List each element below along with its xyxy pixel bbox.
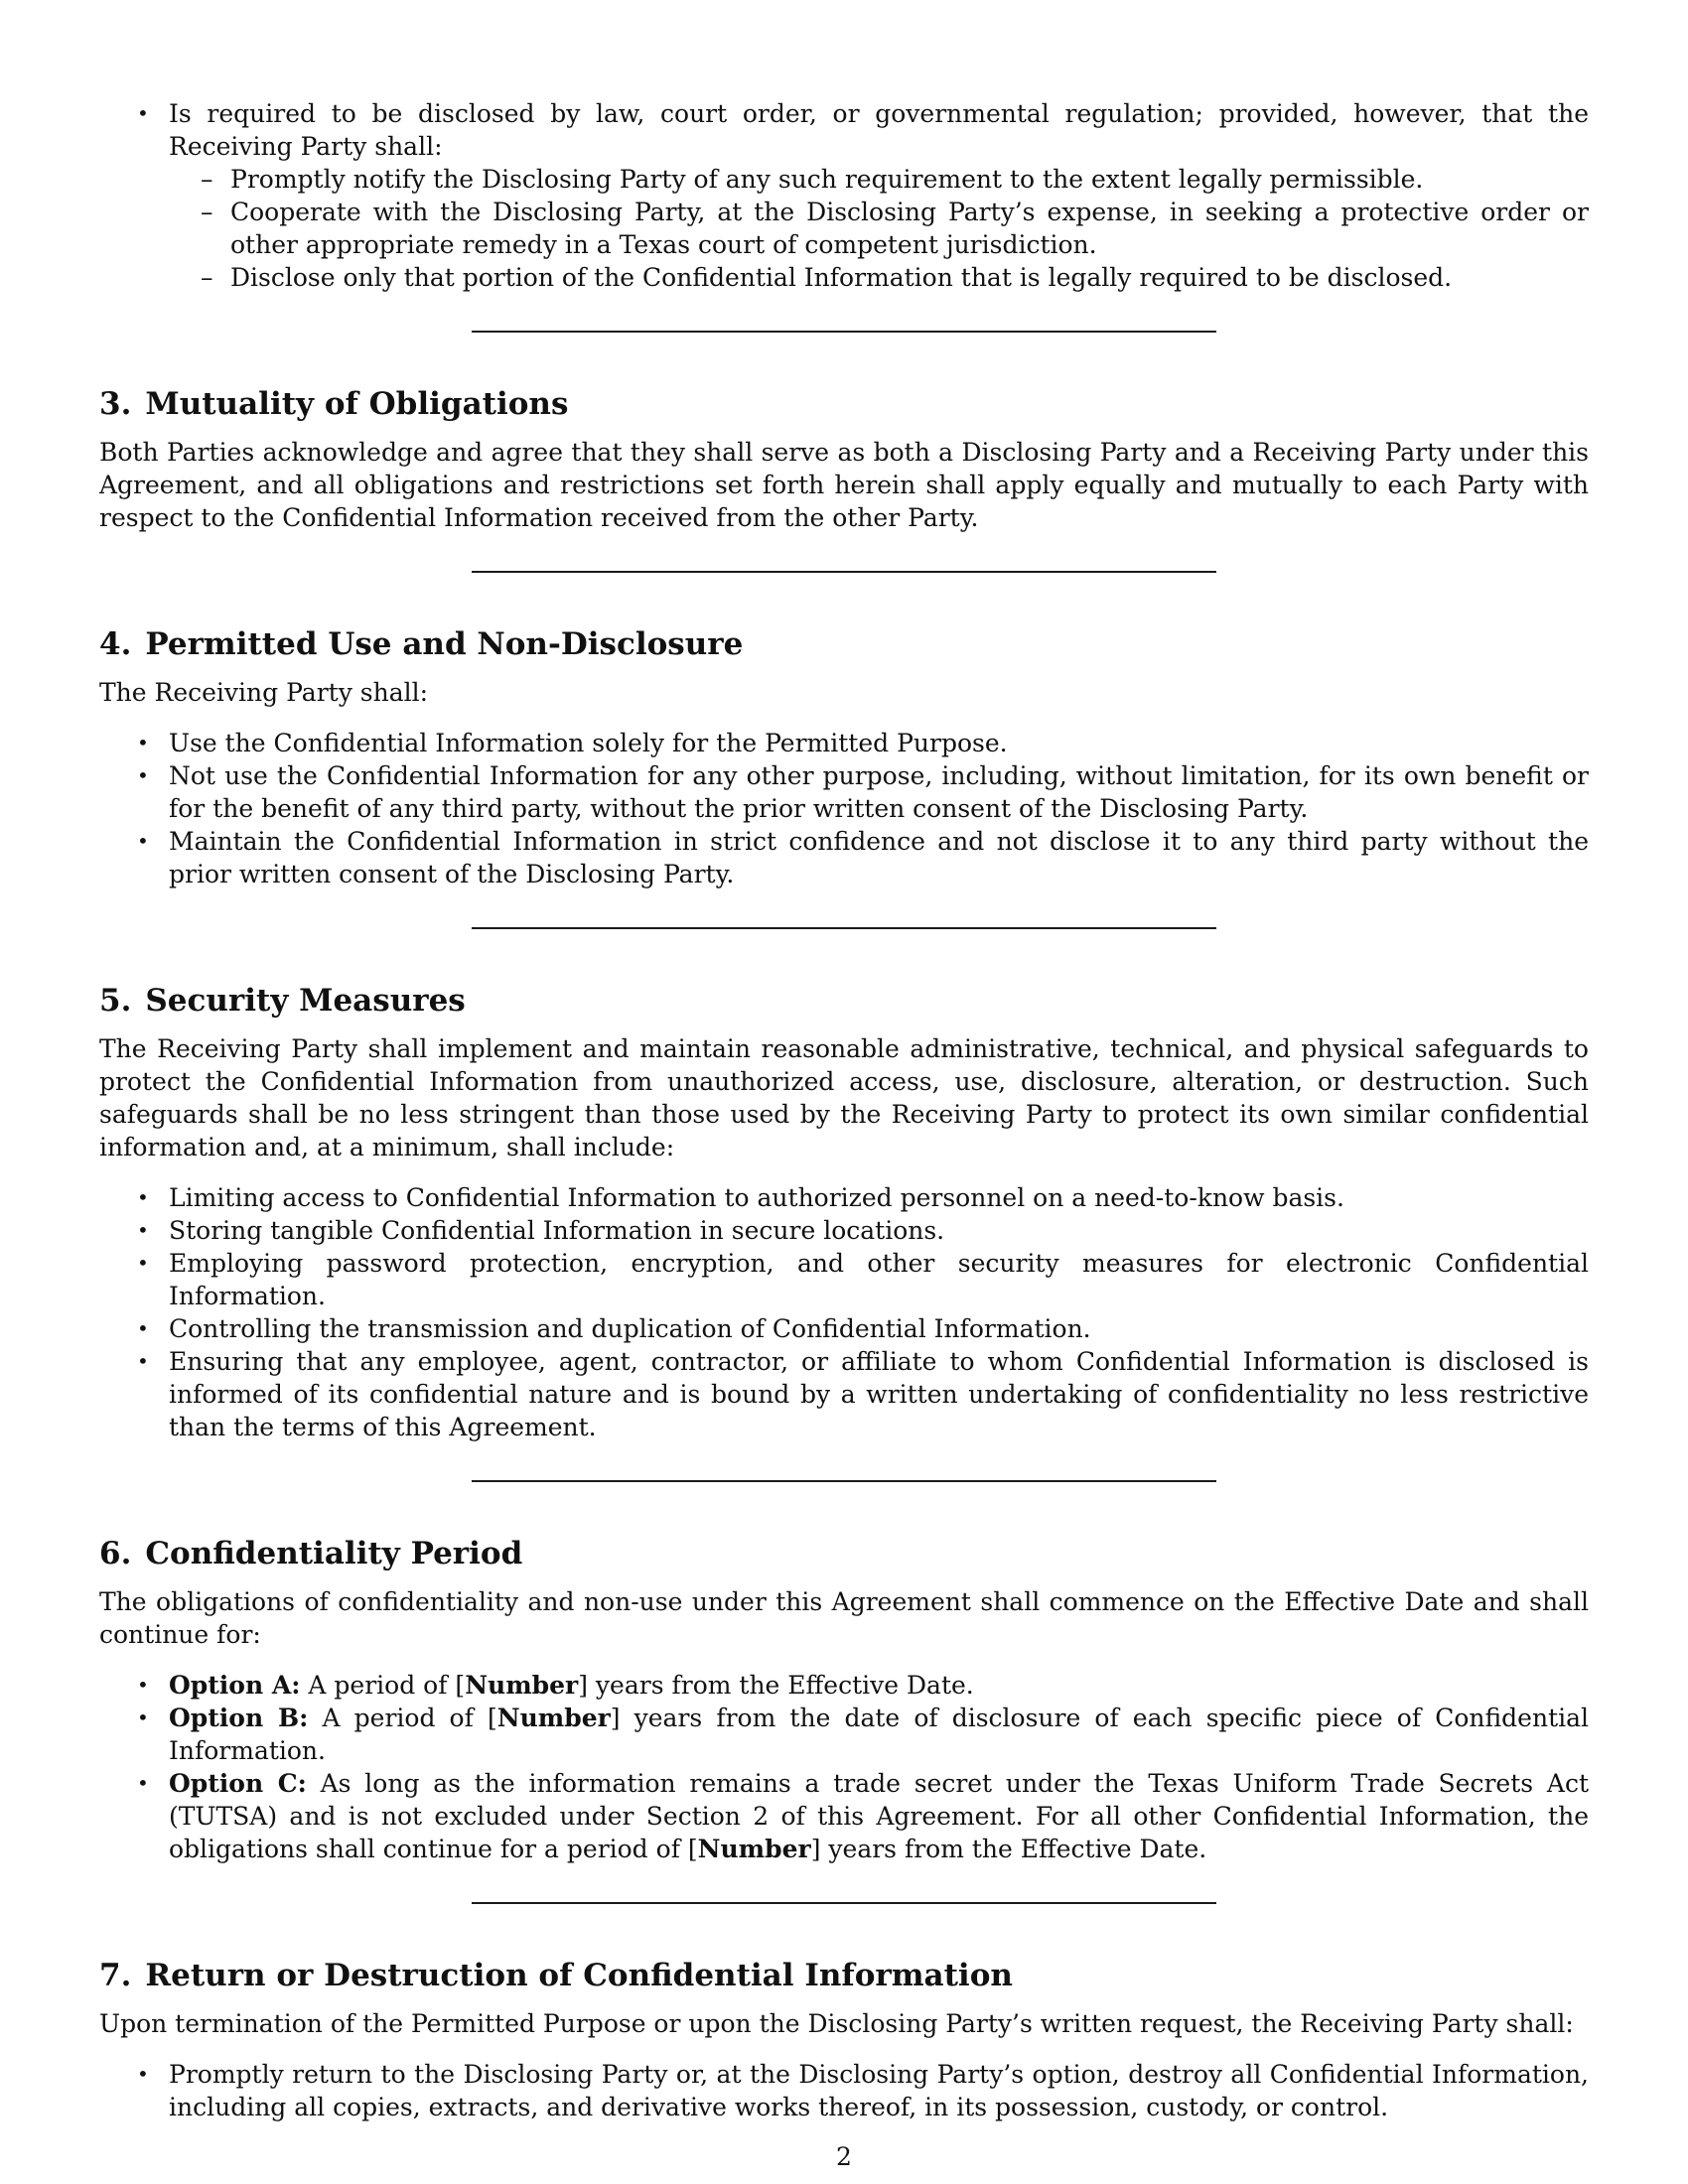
list-item-text: Controlling the transmission and duplication of Confidential Information. [169, 1314, 1091, 1343]
option-item-a [99, 1669, 1589, 1702]
bullet-icon: • [137, 1218, 149, 1242]
sub-list-item [169, 196, 1589, 261]
section-number: 5. [99, 983, 132, 1019]
section-number: 4. [99, 626, 132, 662]
number-placeholder: Number [465, 1671, 579, 1700]
section-number: 3. [99, 386, 132, 422]
list-item [99, 1345, 1589, 1443]
section-heading-4 [99, 624, 1589, 664]
bullet-icon: • [137, 1673, 149, 1697]
option-text-before: A period of [ [300, 1671, 466, 1700]
option-item-b [99, 1702, 1589, 1767]
section-divider [472, 571, 1216, 573]
bullet-icon: • [137, 101, 149, 125]
continued-list [99, 97, 1589, 294]
number-placeholder: Number [496, 1704, 611, 1732]
section-heading-6 [99, 1534, 1589, 1573]
section-intro: The Receiving Party shall implement and maintain reasonable administrative, technical, and physical safeguards to protect the Confidential Information from unauthorized access, use, disclosure, alteration, or destruction. Such safeguards shall be no less stringent than those used by the Receiving Party to protect its own similar confidential information and, at a minimum, shall include: [99, 1034, 1589, 1161]
list-item [99, 1247, 1589, 1312]
sub-list-item-text: Disclose only that portion of the Confidential Information that is legally required to be disclosed. [230, 263, 1453, 292]
option-text-after: ] years from the date of disclosure of each specific piece of Confidential Information. [169, 1704, 1590, 1765]
section-title: Return or Destruction of Confidential Information [145, 1958, 1013, 1993]
bullet-icon: • [137, 1316, 149, 1340]
list-item [99, 759, 1589, 825]
list-item [99, 97, 1589, 294]
list-item-text: Employing password protection, encryption, and other security measures for electronic Confidential Information. [169, 1249, 1589, 1310]
section-number: 6. [99, 1536, 132, 1571]
sub-list-item-text: Cooperate with the Disclosing Party, at the Disclosing Party’s expense, in seeking a protective order or other appropriate remedy in a Texas court of competent jurisdiction. [230, 198, 1589, 259]
section-number: 7. [99, 1958, 132, 1993]
option-text-after: ] years from the Effective Date. [578, 1671, 974, 1700]
page-number: 2 [836, 2142, 852, 2171]
bullet-icon: • [137, 1706, 149, 1729]
section-title: Permitted Use and Non-Disclosure [145, 626, 744, 662]
bullet-list [99, 1181, 1589, 1443]
list-item [99, 727, 1589, 759]
section-heading-5 [99, 981, 1589, 1021]
option-label: Option A: [169, 1671, 301, 1700]
section-heading-3 [99, 384, 1589, 424]
bullet-icon: • [137, 731, 149, 754]
section-body: Both Parties acknowledge and agree that they shall serve as both a Disclosing Party and a Receiving Party under this Agreement, and all obligations and restrictions set forth herein shall apply equally and mutually to each Party with respect to the Confidential Information received from the other Party. [99, 438, 1589, 532]
section-intro: Upon termination of the Permitted Purpose or upon the Disclosing Party’s written request, the Receiving Party shall: [99, 2009, 1574, 2038]
section-title: Security Measures [145, 983, 466, 1019]
option-text-before: A period of [ [308, 1704, 497, 1732]
list-item [99, 1312, 1589, 1345]
dash-icon: – [201, 165, 213, 194]
section-intro: The Receiving Party shall: [99, 678, 429, 707]
bullet-icon: • [137, 1251, 149, 1275]
sub-list [169, 163, 1589, 294]
bullet-icon: • [137, 1771, 149, 1795]
document-page [99, 97, 1589, 2123]
bullet-icon: • [137, 2062, 149, 2086]
option-text-after: ] years from the Effective Date. [810, 1835, 1207, 1863]
option-item-c [99, 1767, 1589, 1865]
option-text-before: As long as the information remains a trade secret under the Texas Uniform Trade Secrets Act (TUTSA) and is not excluded under Section 2 of this Agreement. For all other Confidential Information, the obligations shall continue for a period of [ [169, 1769, 1589, 1863]
bullet-icon: • [137, 763, 149, 787]
sub-list-item [169, 261, 1589, 294]
bullet-list [99, 727, 1589, 890]
list-item [99, 1181, 1589, 1214]
list-item-text: Storing tangible Confidential Information in secure locations. [169, 1216, 945, 1245]
list-item [99, 2058, 1589, 2123]
bullet-icon: • [137, 1185, 149, 1209]
list-item [99, 825, 1589, 890]
section-title: Confidentiality Period [145, 1536, 523, 1571]
section-heading-7 [99, 1956, 1589, 1995]
list-item-text: Limiting access to Confidential Information to authorized personnel on a need-to-know basis. [169, 1183, 1344, 1212]
list-item-text: Promptly return to the Disclosing Party or, at the Disclosing Party’s option, destroy all Confidential Information, including all copies, extracts, and derivative works thereof, in its possession, custody, or control. [169, 2060, 1589, 2121]
list-item-text: Ensuring that any employee, agent, contractor, or affiliate to whom Confidential Information is disclosed is informed of its confidential nature and is bound by a written undertaking of confidentiality no less restrictive than the terms of this Agreement. [169, 1347, 1589, 1441]
bullet-icon: • [137, 1349, 149, 1373]
section-title: Mutuality of Obligations [145, 386, 569, 422]
section-divider [472, 927, 1216, 929]
number-placeholder: Number [697, 1835, 811, 1863]
section-divider [472, 1480, 1216, 1482]
option-label: Option B: [169, 1704, 309, 1732]
section-divider [472, 331, 1216, 333]
dash-icon: – [201, 263, 213, 292]
options-list [99, 1669, 1589, 1865]
list-item-text: Use the Confidential Information solely for the Permitted Purpose. [169, 729, 1008, 757]
bullet-list [99, 2058, 1589, 2123]
bullet-icon: • [137, 829, 149, 853]
list-item-text: Maintain the Confidential Information in strict confidence and not disclose it to any third party without the prior written consent of the Disclosing Party. [169, 827, 1589, 888]
list-item-text: Not use the Confidential Information for any other purpose, including, without limitation, for its own benefit or for the benefit of any third party, without the prior written consent of the Disclosing Party. [169, 761, 1589, 823]
list-item [99, 1214, 1589, 1247]
option-label: Option C: [169, 1769, 307, 1798]
section-intro: The obligations of confidentiality and non-use under this Agreement shall commence on the Effective Date and shall continue for: [99, 1587, 1589, 1649]
sub-list-item [169, 163, 1589, 196]
dash-icon: – [201, 198, 213, 226]
list-item-text: Is required to be disclosed by law, court order, or governmental regulation; provided, however, that the Receiving Party shall: [169, 99, 1589, 161]
sub-list-item-text: Promptly notify the Disclosing Party of any such requirement to the extent legally permissible. [230, 165, 1424, 194]
section-divider [472, 1902, 1216, 1904]
